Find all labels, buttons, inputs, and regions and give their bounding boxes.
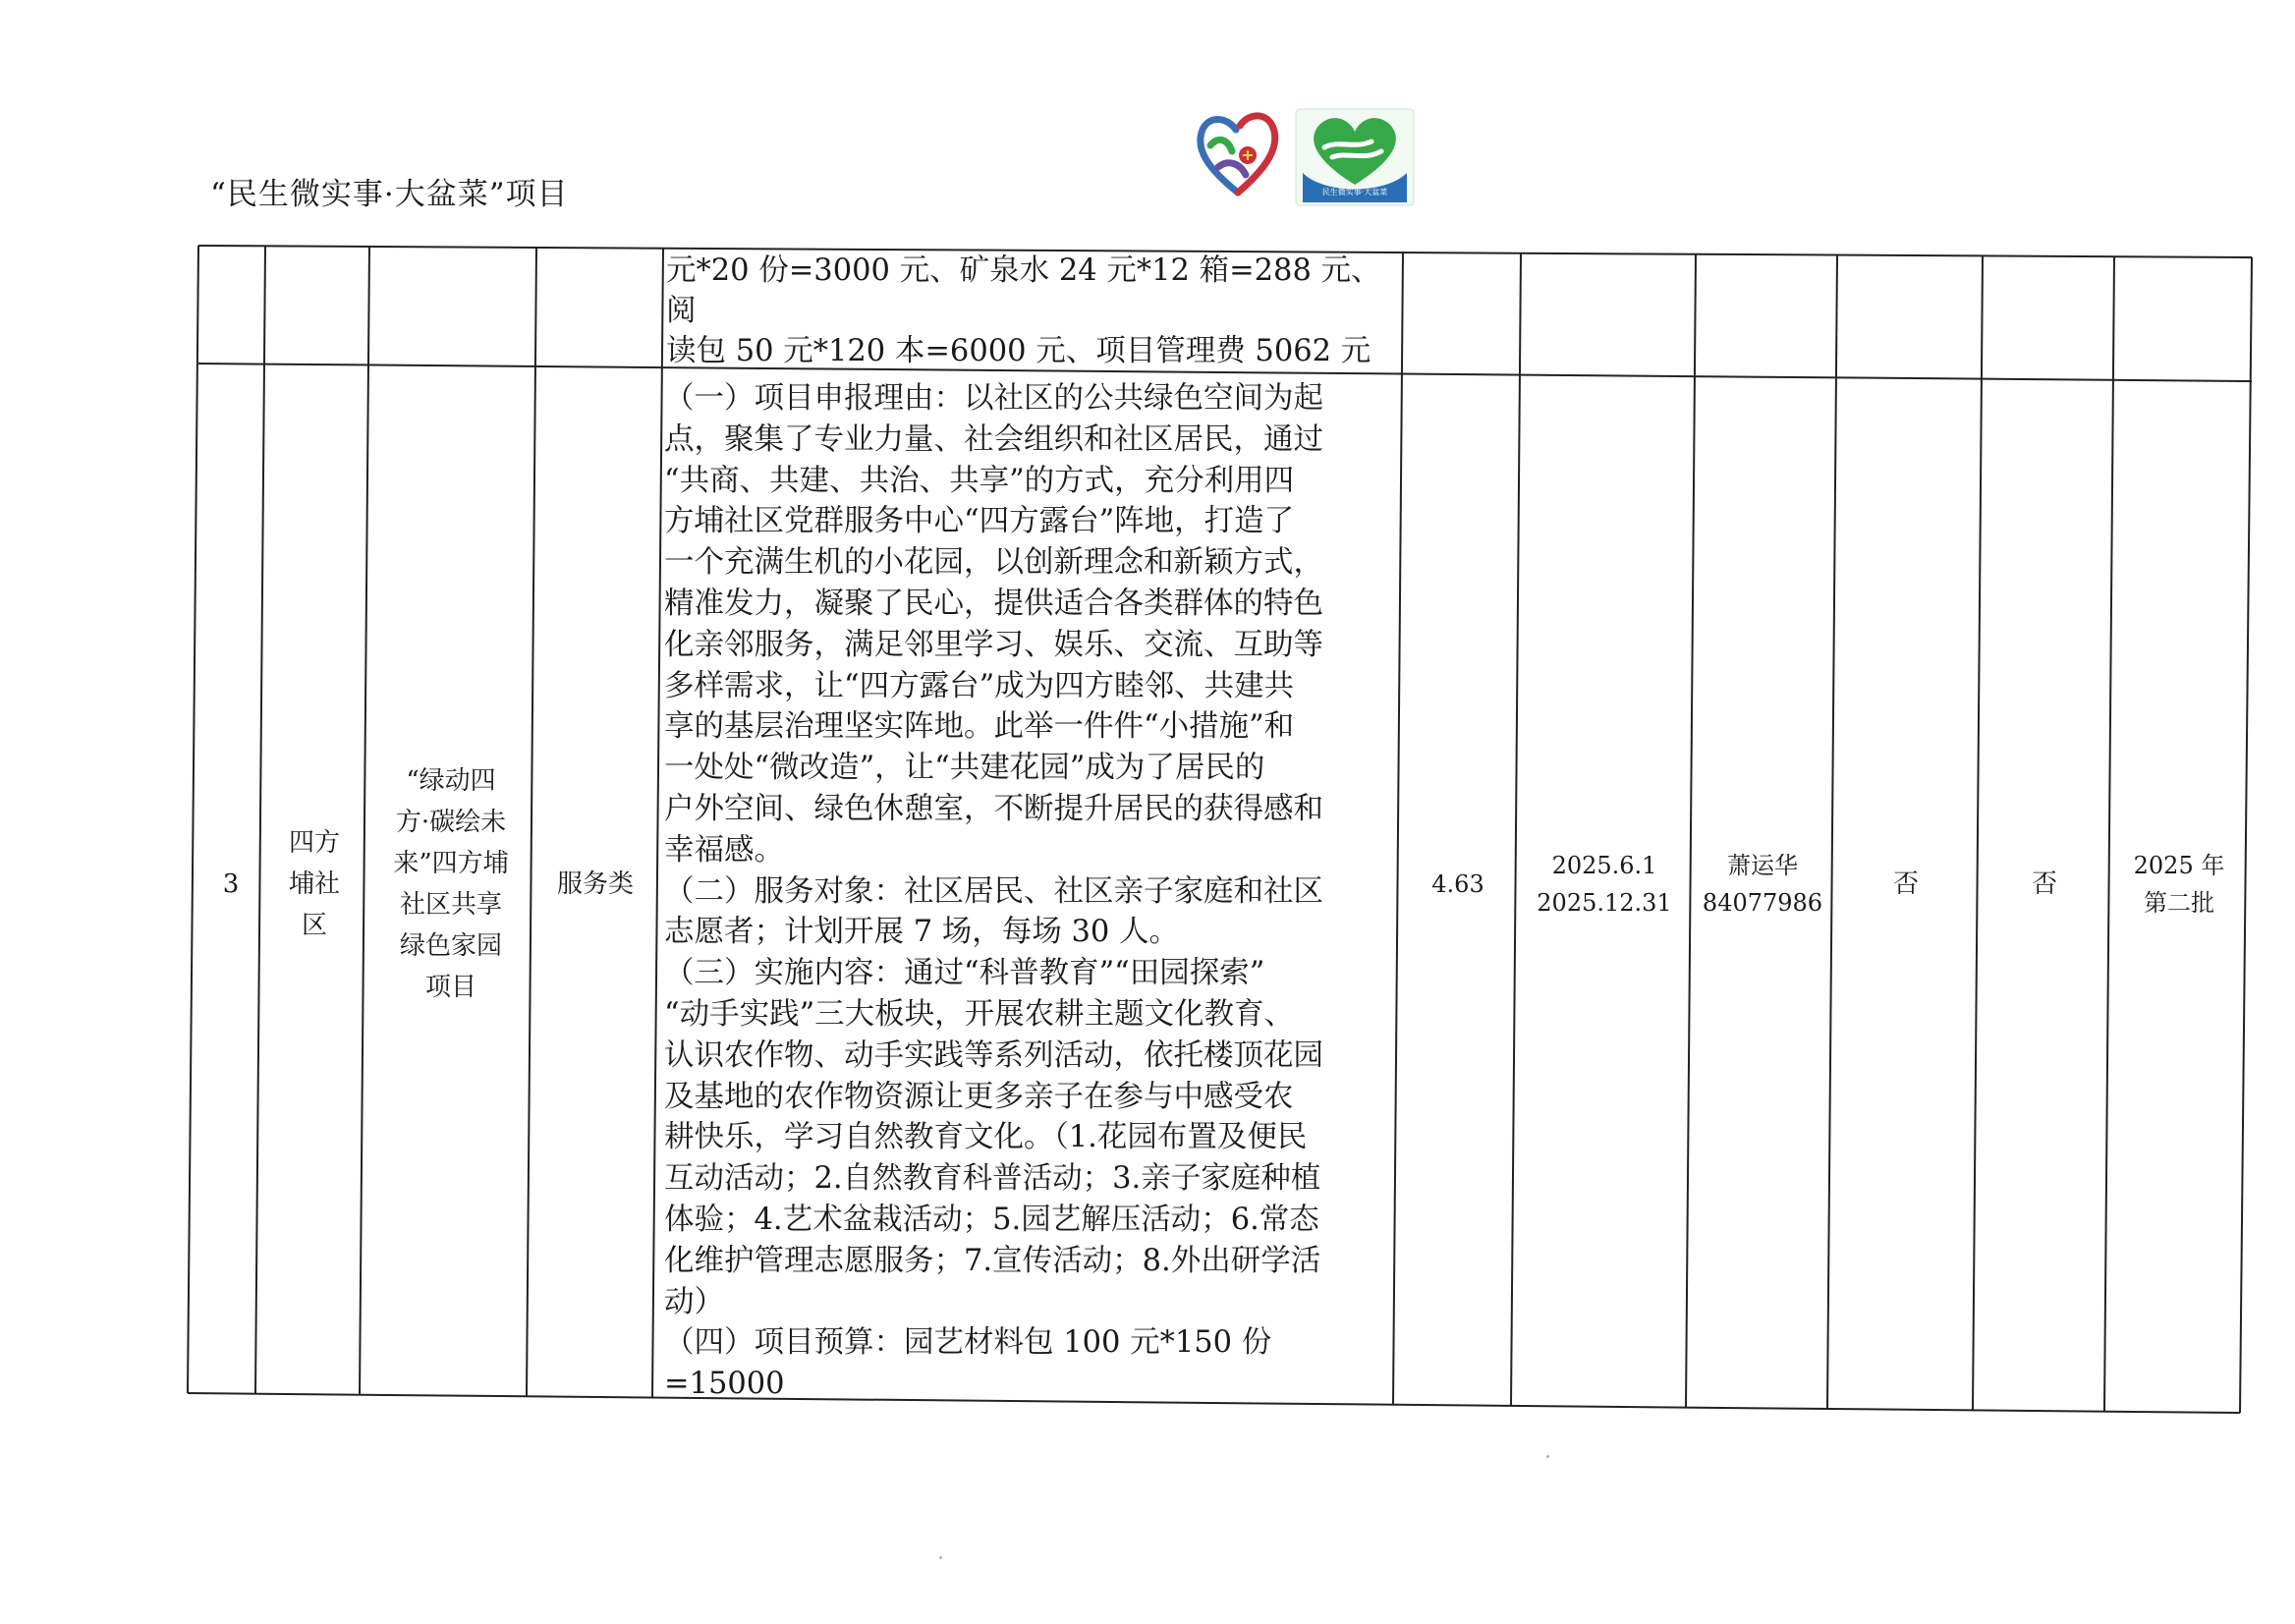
page-title: “民生微实事·大盆菜”项目: [210, 177, 569, 212]
budget-continuation: 元*20 份=3000 元、矿泉水 24 元*12 箱=288 元、阅 读包 50 元*120 本=6000 元、项目管理费 5062 元: [666, 253, 1381, 368]
project-content: （一）项目申报理由：以社区的公共绿色空间为起 点，聚集了专业力量、社会组织和社区居民，通过 “共商、共建、共治、共享”的方式，充分利用四 方埔社区党群服务中心“四方露台”阵地，打造了 一个充满生机的小花园，以创新理念和新颖方式， 精准发力，凝聚了民心，提供适合各类群体的特色 化亲邻服务，满足邻里学习、娱乐、交流、互助等 多样需求，让“四方露台”成为四方睦邻、共建共 享的基层治理坚实阵地。此举一件件“小措施”和 一处处“微改造”，让“共建花园”成为了居民的 户外空间、绿色休憩室，不断提升居民的获得感和 幸福感。 （二）服务对象：社区居民、社区亲子家庭和社区 志愿者；计划开展 7 场，每场 30 人。 （三）实施内容：通过“科普教育”“田园探索” “动手实践”三大板块，开展农耕主题文化教育、 认识农作物、动手实践等系列活动，依托楼顶花园 及基地的农作物资源让更多亲子在参与中感受农 耕快乐，学习自然教育文化。（1.花园布置及便民 互动活动；2.自然教育科普活动；3.亲子家庭种植 体验；4.艺术盆栽活动；5.园艺解压活动；6.常态 化维护管理志愿服务；7.宣传活动；8.外出研学活 动） （四）项目预算：园艺材料包 100 元*150 份=15000: [664, 381, 1323, 1402]
amount-cell: 4.63: [1431, 870, 1484, 898]
row-number: 3: [222, 869, 240, 899]
start-date: 2025.6.1: [1551, 852, 1657, 879]
period-cell: [1518, 373, 1691, 1395]
flag-cell-b: 否: [2031, 869, 2057, 899]
category-cell: 服务类: [556, 869, 634, 899]
community-cell: 四方 埔社 区: [288, 828, 340, 940]
scan-speck: [1546, 1455, 1549, 1458]
badge-caption: 民生微实事·大盆菜: [1321, 188, 1388, 196]
batch-cell: 2025 年 第二批: [2133, 852, 2225, 917]
scan-speck: [939, 1556, 942, 1559]
contact-cell: [1693, 373, 1832, 1395]
contact-phone: 84077986: [1702, 889, 1823, 917]
flag-cell-a: 否: [1892, 869, 1919, 899]
end-date: 2025.12.31: [1537, 889, 1672, 917]
contact-name: 萧运华: [1727, 852, 1798, 879]
project-name-cell: “绿动四 方·碳绘未 来”四方埔 社区共享 绿色家园 项目: [393, 766, 509, 1002]
